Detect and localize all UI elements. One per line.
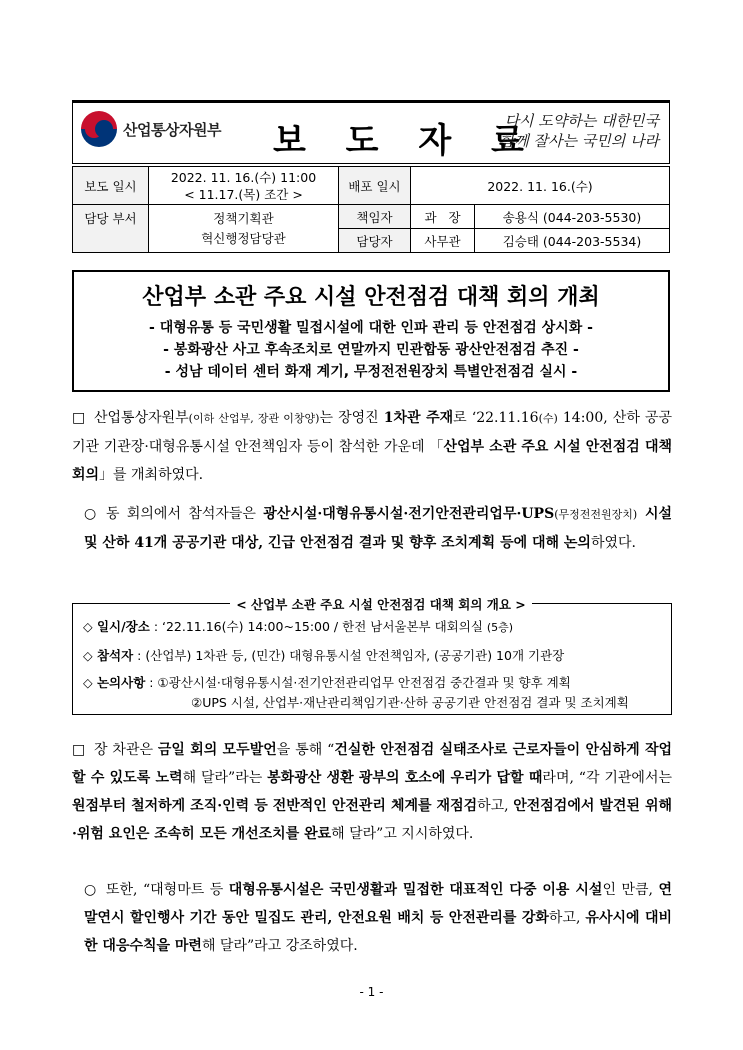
slogan-line-2: 함께 잘사는 국민의 나라 [499, 132, 659, 150]
meeting-overview-box [72, 603, 672, 715]
contact-label: 담당자 [339, 229, 411, 253]
headline-box [72, 270, 670, 392]
overview-attendees: ◇ 참석자 : (산업부) 1차관 등, (민간) 대형유통시설 안전책임자, (공공기관) 10개 기관장 [83, 648, 565, 663]
overview-agenda-2: ②UPS 시설, 산업부·재난관리책임기관·산하 공공기관 안전점검 결과 및 조치계획 [191, 695, 629, 710]
report-date-line-2: < 11.17.(목) 조간 > [184, 186, 303, 202]
release-info-table [72, 166, 670, 253]
paragraph-2: ○ 동 회의에서 참석자들은 광산시설·대형유통시설·전기안전관리업무·UPS(무정전전원장치) 시설 및 산하 41개 공공기관 대상, 긴급 안전점검 결과 및 향후 조치계획 등에 대해 논의하였다. [84, 500, 672, 557]
responsible-title: 과 장 [411, 205, 475, 229]
main-headline: 산업부 소관 주요 시설 안전점검 대책 회의 개최 [142, 285, 600, 310]
circle-bullet-icon: ○ [84, 506, 97, 522]
report-date [149, 167, 339, 205]
overview-heading: < 산업부 소관 주요 시설 안전점검 대책 회의 개요 > [90, 595, 672, 613]
subtitle-3: - 성남 데이터 센터 화재 계기, 무정전전원장치 특별안전점검 실시 - [164, 364, 578, 380]
slogan-line-1: 다시 도약하는 대한민국 [504, 112, 659, 130]
ministry-logo [81, 111, 221, 147]
dept-label: 담당 부서 [73, 205, 149, 253]
subtitle-1: - 대형유통 등 국민생활 밀접시설에 대한 인파 관리 등 안전점검 상시화 - [149, 320, 593, 336]
paragraph-1: □ 산업통상자원부(이하 산업부, 장관 이창양)는 장영진 1차관 주재로 ‘22.11.16(수) 14:00, 산하 공공기관 기관장·대형유통시설 안전책임자 등이 참석한 가운데 「산업부 소관 주요 시설 안전점검 대책 회의」를 개최하였다. [72, 404, 672, 489]
contact-title: 사무관 [411, 229, 475, 253]
square-bullet-icon: □ [72, 410, 86, 426]
dept-line-1: 정책기획관 [213, 210, 274, 226]
dept [149, 205, 339, 253]
taegeuk-logo-icon [81, 111, 117, 147]
paragraph-4: ○ 또한, “대형마트 등 대형유통시설은 국민생활과 밀접한 대표적인 다중 이용 시설인 만큼, 연말연시 할인행사 기간 동안 밀집도 관리, 안전요원 배치 등 안전관리를 강화하고, 유사시에 대비한 대응수칙을 마련해 달라”라고 강조하였다. [84, 876, 672, 960]
press-release-header [72, 100, 670, 164]
circle-bullet-icon: ○ [84, 882, 97, 898]
responsible-label: 책임자 [339, 205, 411, 229]
report-date-label: 보도 일시 [73, 167, 149, 205]
dist-date: 2022. 11. 16.(수) [411, 167, 670, 205]
responsible-contact: 송용식 (044-203-5530) [475, 205, 670, 229]
dept-line-2: 혁신행정담당관 [201, 230, 286, 246]
subtitle-2: - 봉화광산 사고 후속조치로 연말까지 민관합동 광산안전점검 추진 - [163, 342, 579, 358]
ministry-name: 산업통상자원부 [123, 120, 221, 139]
press-release-title: 보 도 자 료 [273, 121, 538, 161]
page-number: - 1 - [359, 985, 384, 999]
dist-date-label: 배포 일시 [339, 167, 411, 205]
contact-person: 김승태 (044-203-5534) [475, 229, 670, 253]
paragraph-3: □ 장 차관은 금일 회의 모두발언을 통해 “건실한 안전점검 실태조사로 근로자들이 안심하게 작업할 수 있도록 노력해 달라”라는 봉화광산 생환 광부의 호소에 우리가 답할 때라며, “각 기관에서는 원점부터 철저하게 조직·인력 등 전반적인 안전관리 체계를 재점검하고, 안전점검에서 발견된 위해·위험 요인은 조속히 모든 개선조치를 완료해 달라”고 지시하였다. [72, 736, 672, 848]
square-bullet-icon: □ [72, 742, 86, 758]
report-date-line-1: 2022. 11. 16.(수) 11:00 [170, 169, 317, 185]
government-slogan [500, 111, 659, 151]
overview-datetime: ◇ 일시/장소 : ‘22.11.16(수) 14:00~15:00 / 한전 남서울본부 대회의실 (5층) [83, 619, 514, 634]
overview-agenda: ◇ 논의사항 : ①광산시설·대형유통시설·전기안전관리업무 안전점검 중간결과 및 향후 계획 [83, 675, 571, 690]
